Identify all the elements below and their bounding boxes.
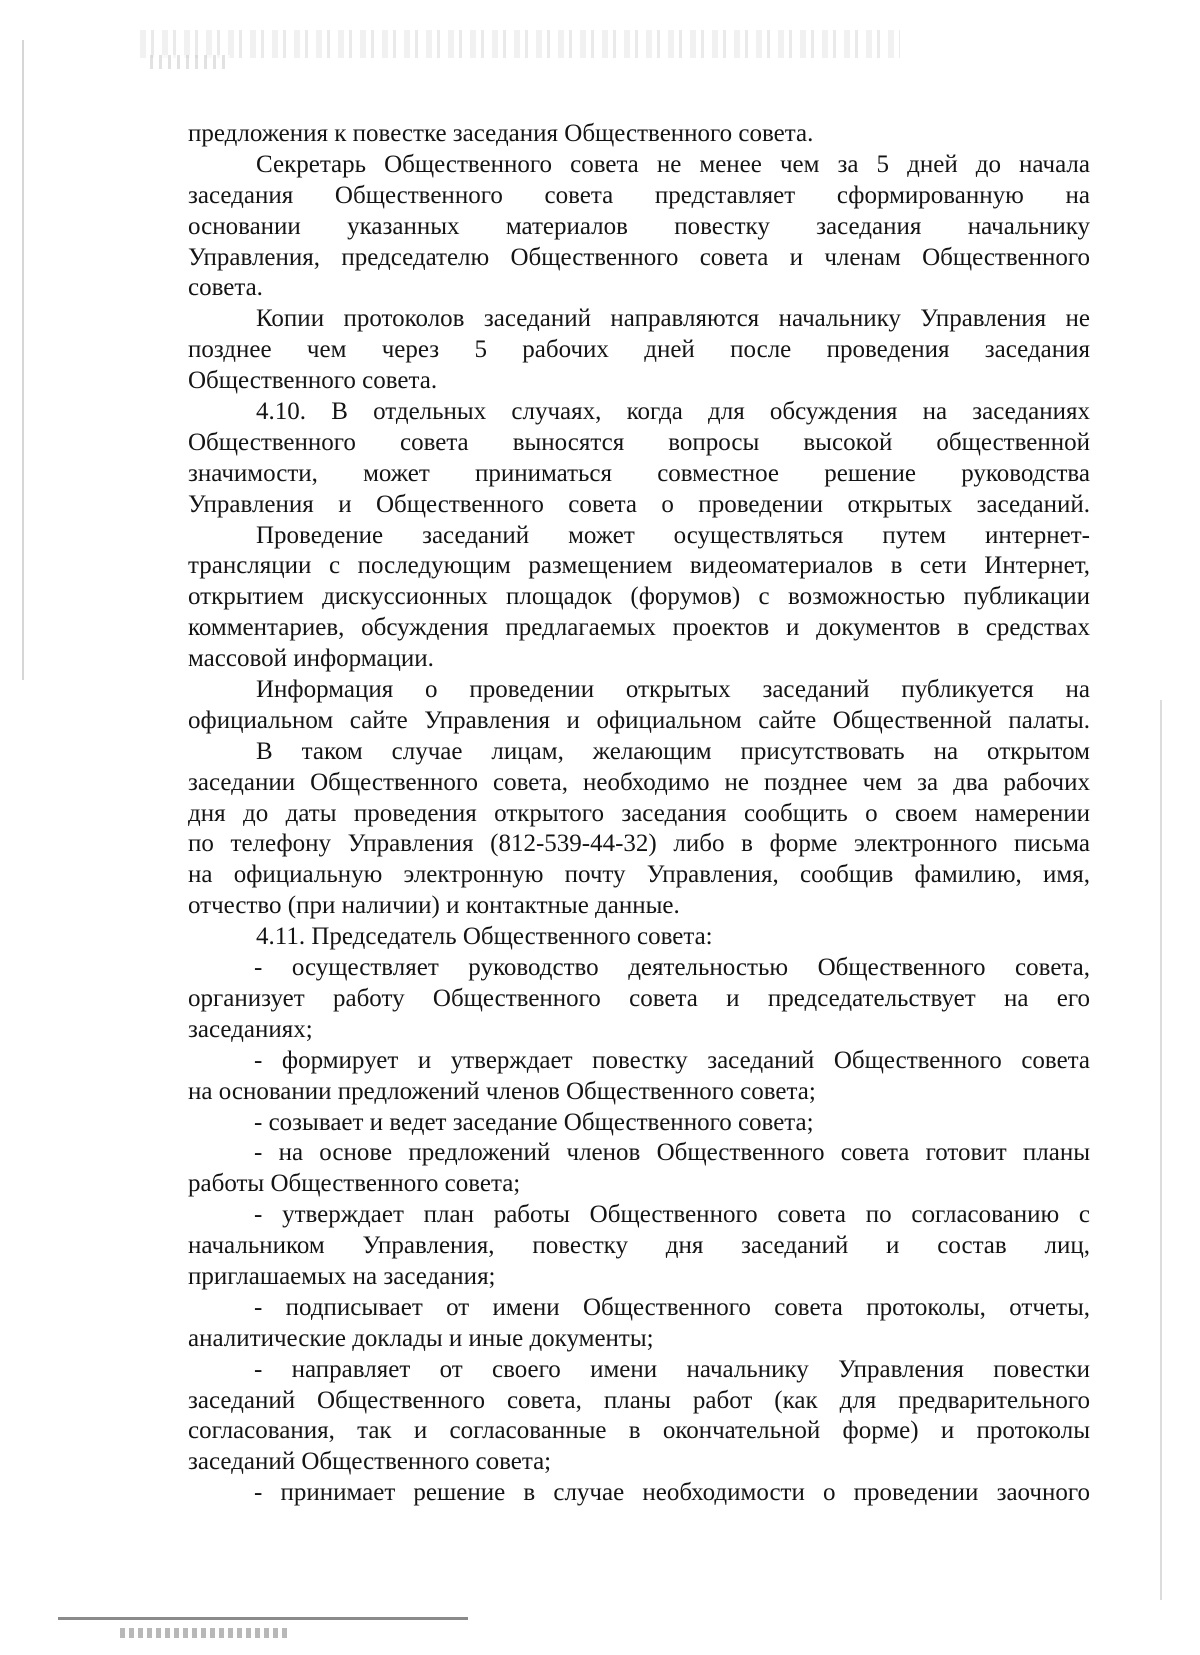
text-line: Проведение заседаний может осуществляться путем интернет- (256, 521, 1090, 549)
text-line: - направляет от своего имени начальнику Управления повестки (254, 1355, 1090, 1383)
text-line: - формирует и утверждает повестку заседаний Общественного совета (254, 1046, 1090, 1074)
text-line: открытием дискуссионных площадок (форумов) с возможностью публикации (188, 583, 1090, 611)
text-line: 4.11. Председатель Общественного совета: (256, 923, 713, 951)
text-line: - на основе предложений членов Общественного совета готовит планы (254, 1139, 1090, 1167)
text-line: Управления и Общественного совета о проведении открытых заседаний. (188, 490, 1090, 518)
text-line: комментариев, обсуждения предлагаемых проектов и документов в средствах (188, 614, 1090, 642)
scan-edge-left (22, 40, 24, 680)
text-line: начальником Управления, повестку дня заседаний и состав лиц, (188, 1232, 1090, 1260)
text-line: Копии протоколов заседаний направляются начальнику Управления не (256, 305, 1090, 333)
text-line: Секретарь Общественного совета не менее чем за 5 дней до начала (256, 150, 1090, 178)
text-line: - принимает решение в случае необходимости о проведении заочного (254, 1479, 1090, 1507)
text-line: заседаниях; (188, 1015, 313, 1043)
text-line: заседаний Общественного совета; (188, 1448, 552, 1476)
text-line: Управления, председателю Общественного совета и членам Общественного (188, 243, 1090, 271)
scan-noise-bottom (120, 1628, 290, 1638)
text-line: 4.10. В отдельных случаях, когда для обсуждения на заседаниях (256, 398, 1090, 426)
text-line: официальном сайте Управления и официальном сайте Общественной палаты. (188, 706, 1090, 734)
text-line: трансляции с последующим размещением видеоматериалов в сети Интернет, (188, 552, 1090, 580)
text-line: Общественного совета. (188, 367, 438, 395)
text-line: согласования, так и согласованные в окончательной форме) и протоколы (188, 1417, 1090, 1445)
text-line: - созывает и ведет заседание Общественного совета; (254, 1108, 814, 1136)
text-line: В таком случае лицам, желающим присутствовать на открытом (256, 737, 1090, 765)
text-line: организует работу Общественного совета и председательствует на его (188, 984, 1090, 1012)
text-line: аналитические доклады и иные документы; (188, 1324, 654, 1352)
text-line: заседании Общественного совета, необходимо не позднее чем за два рабочих (188, 768, 1090, 796)
scan-edge-right (1160, 700, 1162, 1600)
text-line: отчество (при наличии) и контактные данные. (188, 892, 680, 920)
text-line: работы Общественного совета; (188, 1170, 521, 1198)
text-line: - утверждает план работы Общественного совета по согласованию с (254, 1201, 1090, 1229)
text-line: значимости, может приниматься совместное решение руководства (188, 459, 1090, 487)
scan-noise-top (140, 30, 900, 58)
text-line: заседания Общественного совета представляет сформированную на (188, 181, 1090, 209)
text-line: - осуществляет руководство деятельностью Общественного совета, (254, 954, 1090, 982)
text-line: заседаний Общественного совета, планы работ (как для предварительного (188, 1386, 1090, 1414)
text-line: предложения к повестке заседания Общественного совета. (188, 120, 814, 147)
text-line: основании указанных материалов повестку заседания начальнику (188, 212, 1090, 240)
text-line: - подписывает от имени Общественного совета протоколы, отчеты, (254, 1293, 1090, 1321)
text-line: дня до даты проведения открытого заседания сообщить о своем намерении (188, 799, 1090, 827)
text-line: на основании предложений членов Общественного совета; (188, 1077, 816, 1105)
text-line: позднее чем через 5 рабочих дней после проведения заседания (188, 336, 1090, 364)
text-line: приглашаемых на заседания; (188, 1262, 496, 1290)
text-line: по телефону Управления (812-539-44-32) либо в форме электронного письма (188, 830, 1090, 858)
scan-noise-top-corner (150, 55, 230, 69)
text-line: на официальную электронную почту Управления, сообщив фамилию, имя, (188, 861, 1090, 889)
text-line: Общественного совета выносятся вопросы высокой общественной (188, 428, 1090, 456)
document-body (188, 119, 1090, 1509)
text-line: совета. (188, 274, 263, 302)
text-line: Информация о проведении открытых заседаний публикуется на (256, 676, 1090, 704)
scan-line-bottom (58, 1617, 468, 1620)
text-line: массовой информации. (188, 645, 434, 673)
